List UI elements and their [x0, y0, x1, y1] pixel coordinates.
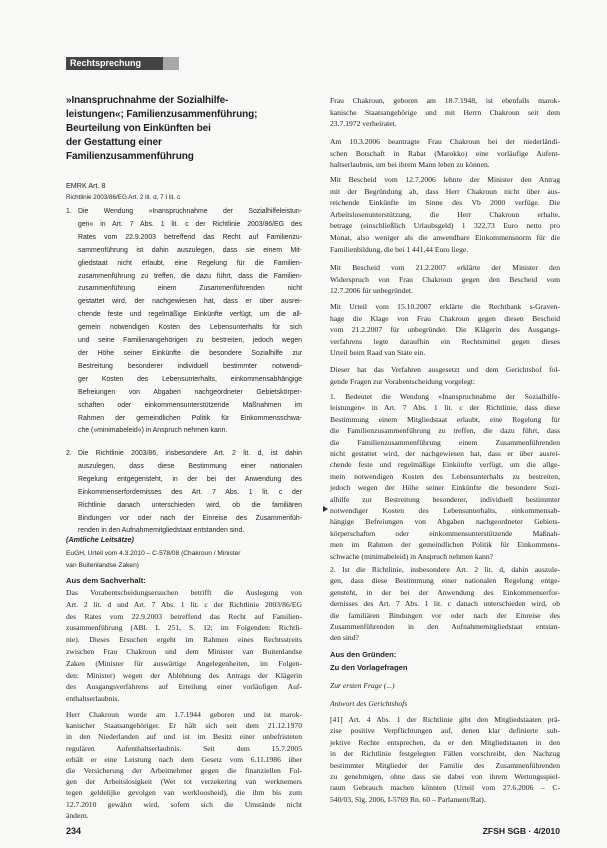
- paragraph-line: zwischen Frau Chakroun und dem Minister van Buitenlandse: [66, 646, 302, 656]
- paragraph-line: zise positive Verpflichtungen auf, denen klar definierte sub-: [330, 726, 560, 736]
- facts-heading: Aus dem Sachverhalt:: [66, 576, 146, 585]
- paragraph-line: kanische Staatsangehörige und mit Herrn Chakroun seit dem: [330, 107, 560, 117]
- holding-line: che (»minimabeleid«) in Anspruch nehmen kann.: [78, 427, 228, 435]
- paragraph-line: ändern.: [66, 810, 89, 820]
- question-line: notwendiger Kosten des Lebensunterhalts, einkommensab-: [330, 506, 560, 516]
- paragraph-line: tegen geldelijke gevolgen van werkloosheid), die ihm bis zum: [66, 788, 302, 798]
- facts-paragraph: [330, 364, 560, 387]
- holding-line: Rates vom 22.9.2003 betreffend das Recht auf Familienzu-: [78, 233, 302, 241]
- holding-line: gliedstaat nicht erlaubt, eine Regelung für die Familien-: [78, 259, 302, 267]
- holding-line: zusammenführung einem Zusammenführenden nicht: [78, 285, 302, 293]
- paragraph-line: Familienbildung, die bei 1 441,44 Euro liege.: [330, 244, 469, 254]
- question-line: men im Rahmen der gemeindlichen Politik für Einkommens-: [330, 540, 560, 550]
- holding-line: schaften oder einkommensunterstützende Maßnahmen im: [78, 401, 302, 409]
- holding-line: gen« in Art. 7 Abs. 1 lit. c der Richtlinie 2003/86/EG des: [78, 220, 302, 228]
- paragraph-line: Art. 2 lit. d und Art. 7 Abs. 1 lit. c der Richtlinie 2003/86/EG: [66, 599, 302, 609]
- paragraph-line: kanischer Staatsangehöriger. Er hält sich seit dem 21.12.1970: [66, 721, 302, 731]
- paragraph-line: des Rates vom 22.9.2003 betreffend das Recht auf Familien-: [66, 611, 302, 621]
- paragraph-line: 23.7.1972 verheiratet.: [330, 119, 397, 129]
- holding-line: gemein notwendigen Kosten des Lebensunterhalts für sich: [78, 324, 302, 332]
- case-citation: [66, 548, 302, 571]
- question-line: alhilfe zur Bestreitung besonderer, individuell bestimmter: [330, 494, 560, 504]
- paragraph-line: nie). Dieses Ersuchen ergeht im Rahmen eines Rechtsstreits: [66, 635, 302, 645]
- paragraph-line: mit der Begründung ab, dass Herr Chakroun nicht über aus-: [330, 186, 560, 196]
- reasons-subheading: Zu den Vorlagefragen: [330, 663, 408, 672]
- paragraph-line: in den Niederlanden auf und ist im Besitz einer unbefristeten: [66, 732, 302, 742]
- holding-line: und seine Familienangehörigen zu bestreiten, jedoch wegen: [78, 337, 302, 345]
- question-line: Zusammenführenden in den Aufnahmemitgliedstaat entstan-: [330, 622, 560, 632]
- facts-paragraph: [330, 136, 560, 171]
- facts-paragraph: [66, 709, 302, 821]
- paragraph-line: schen Botschaft in Rabat (Marokko) eine vorläufige Aufent-: [330, 148, 560, 158]
- page-number: 234: [66, 826, 82, 836]
- paragraph-line: betrage (einschließlich Urlaubsgeld) 1 322,73 Euro netto pro: [330, 221, 560, 231]
- section-label: Rechtsprechung: [66, 57, 163, 70]
- paragraph-line: haltserlaubnis, um bei ihrem Mann leben zu können.: [330, 160, 490, 170]
- paragraph-line: zu genehmigen, ohne dass sie dabei von ihrem Wertungsspiel-: [330, 772, 560, 782]
- facts-paragraph: [330, 262, 560, 297]
- paragraph-line: 540/03, Slg. 2006, I-5769 Rn. 60 – Parlament/Rat).: [330, 794, 486, 804]
- holding-line: der Höhe seiner Einkünfte die besondere Sozialhilfe zur: [78, 349, 302, 357]
- question-line: 1. Bedeutet die Wendung »Inanspruchnahme der Sozialhilfe-: [330, 392, 560, 401]
- holding-line: chende feste und regelmäßige Einkünfte verfügt, um die all-: [78, 311, 302, 319]
- margin-marker-icon: [323, 506, 328, 512]
- holding-line: Richtlinie danach unterschieden wird, ob die familiären: [78, 501, 302, 509]
- holding-number: 1.: [66, 208, 72, 215]
- title-line: der Gestattung einer: [66, 137, 162, 148]
- holding-2: [66, 448, 302, 538]
- holdings-note: (Amtliche Leitsätze): [66, 535, 134, 544]
- paragraph-line: Urteil beim Raad van State ein.: [330, 348, 426, 358]
- holding-line: Bindungen vor oder nach der Einreise des Zusammenfüh-: [78, 514, 302, 522]
- paragraph-line: gen der Arbeitslosigkeit (Wet tot verzekering van werknemers: [66, 777, 302, 787]
- paragraph-line: Mit Urteil vom 15.10.2007 erklärte die Rechtbank s-Graven-: [330, 302, 560, 311]
- norm-reference-emrk: EMRK Art. 8: [66, 181, 106, 190]
- paragraph-line: zusammenführung (ABl. L 251, S. 12; im Folgenden: Richtli-: [66, 623, 302, 633]
- facts-paragraph: [66, 587, 302, 705]
- norm-reference-directive: Richtlinie 2003/86/EG Art. 2 lit. d, 7 I lit. c: [66, 194, 181, 201]
- reasons-heading: Aus den Gründen:: [330, 650, 397, 659]
- question-line: die Familienzusammenführung einem Zusammenführenden: [330, 437, 560, 447]
- facts-paragraph: [330, 174, 560, 255]
- paragraph-line: raum Gebrauch machen könnten (Urteil vom 27.6.2006 – C-: [330, 783, 560, 793]
- question-line: chende feste und regelmäßige Einkünfte verfügt, um die allge-: [330, 460, 560, 470]
- title-line: leistungen«; Familienzusammenführung;: [66, 109, 258, 120]
- question-line: den sind?: [330, 633, 359, 643]
- holding-line: Bestreitung besonderer individuell bestimmter notwendi-: [78, 362, 302, 370]
- holding-line: gestattet wird, der nachgewiesen hat, dass er über ausrei-: [78, 298, 302, 306]
- section-label-tab: [163, 57, 179, 70]
- paragraph-line: den: Minister) wegen der Ablehnung des Antrags der Klägerin: [66, 670, 302, 680]
- paragraph-line: vom 21.2.2007 für unbegründet. Die Klägerin des Ausgangs-: [330, 325, 560, 335]
- decision-title: [66, 94, 302, 164]
- holding-line: zusammenführung zu treffen, die dazu führt, dass die Familien-: [78, 272, 302, 280]
- question-line: körperschaften oder einkommensunterstützende Maßnah-: [330, 528, 560, 538]
- holding-line: Rahmen der gemeindlichen Politik für Einkommensschwa-: [78, 414, 302, 422]
- paragraph-line: jektive Rechte entsprechen, da er den Mitgliedstaaten in den: [330, 737, 560, 747]
- question-line: jedoch wegen der Höhe seiner Einkünfte die besondere Sozi-: [330, 483, 560, 493]
- holding-1: [66, 206, 302, 438]
- facts-paragraph: [330, 301, 560, 359]
- section-label-bar: [66, 57, 179, 70]
- paragraph-line: Herr Chakroun wurde am 1.7.1944 geboren und ist marok-: [66, 710, 302, 719]
- citation-line: EuGH, Urteil vom 4.3.2010 – C-578/08 (Chakroun / Minister: [66, 550, 241, 557]
- title-line: »Inanspruchnahme der Sozialhilfe-: [66, 95, 229, 106]
- question-line: hängige Befreiungen von Abgaben nachgeordneter Gebiets-: [330, 517, 560, 527]
- paragraph-line: regulären Aufenthaltserlaubnis. Seit dem 15.7.2005: [66, 743, 302, 753]
- holding-line: Die Richtlinie 2003/86, insbesondere Art. 2 lit. d, ist dahin: [78, 450, 302, 457]
- reasons-paragraph: [330, 714, 560, 805]
- paragraph-line: erhält er eine Leistung nach dem Gesetz vom 6.11.1986 über: [66, 754, 302, 764]
- referred-question-1: [330, 391, 560, 562]
- holding-text: [78, 448, 302, 538]
- referred-question-2: [330, 564, 560, 644]
- question-line: die familiären Bindungen vor oder nach der Einreise des: [330, 610, 560, 620]
- paragraph-line: Das Vorabentscheidungsersuchen betrifft die Auslegung von: [66, 588, 302, 597]
- citation-line: van Buitenlandse Zaken): [66, 561, 139, 569]
- holding-line: Befreiungen von Abgaben nachgeordneter Gebietskörper-: [78, 388, 302, 396]
- holding-line: Die Wendung »Inanspruchnahme der Sozialhilfeleistun-: [78, 208, 302, 215]
- holding-line: auszulegen, dass diese Bestimmung einer nationalen: [78, 462, 302, 470]
- question-line: 2. Ist die Richtlinie, insbesondere Art. 2 lit. d, dahin auszule-: [330, 565, 560, 574]
- paragraph-line: verfahrens legte daraufhin ein Rechtsmittel gegen dieses: [330, 336, 560, 346]
- paragraph-line: gende Fragen zur Vorabentscheidung vorgelegt:: [330, 376, 476, 386]
- holding-line: Regelung entgegensteht, in der bei der Anwendung des: [78, 475, 302, 483]
- paragraph-line: Am 10.3.2006 beantragte Frau Chakroun bei der niederländi-: [330, 137, 560, 146]
- paragraph-line: enthaltserlaubnis.: [66, 694, 120, 704]
- holding-line: renden in den Aufnahmemitgliedstaat entstanden sind.: [78, 527, 245, 535]
- question-line: mein notwendigen Kosten des Lebensunterhalts zu bestreiten,: [330, 471, 560, 481]
- title-line: Familienzusammenführung: [66, 151, 194, 162]
- paragraph-line: die Versicherung der Arbeitnehmer gegen die finanziellen Fol-: [66, 766, 302, 776]
- paragraph-line: Widerspruch von Frau Chakroun gegen den Bescheid vom: [330, 274, 560, 284]
- paragraph-line: Mit Bescheid vom 12.7.2006 lehnte der Minister den Antrag: [330, 175, 560, 184]
- question-line: nicht gestattet wird, der nachgewiesen hat, dass er über ausrei-: [330, 449, 560, 459]
- paragraph-line: Zaken (Minister für auswärtige Angelegenheiten, im Folgen-: [66, 658, 302, 668]
- question-line: die Familienzusammenführung zu treffen, die dazu führt, dass: [330, 426, 560, 436]
- paragraph-line: 12.7.2006 für unbegründet.: [330, 286, 413, 296]
- court-answer-label: Antwort des Gerichtshofs: [330, 699, 408, 708]
- paragraph-line: bestimmter Mitglieder der Familie des Zusammenführenden: [330, 760, 560, 770]
- question-line: schwache (minimabeleid) in Anspruch nehmen kann?: [330, 551, 494, 561]
- title-line: Beurteilung von Einkünften bei: [66, 123, 211, 134]
- holding-line: Einkommenserfordernisses des Art. 7 Abs. 1 lit. c der: [78, 488, 302, 496]
- holding-text: [78, 206, 302, 438]
- first-question-label: Zur ersten Frage (...): [330, 681, 395, 690]
- holding-line: ger Kosten des Lebensunterhalts, einkommensabhängige: [78, 375, 302, 383]
- paragraph-line: Arbeitslosenunterstützung, die Herr Chakroun erhalte,: [330, 209, 560, 219]
- paragraph-line: des Ausgangsverfahrens auf Erteilung einer vorläufigen Auf-: [66, 682, 302, 692]
- holding-number: 2.: [66, 450, 72, 457]
- paragraph-line: in der Richtlinie festgelegten Fällen vorschreibt, den Nachzug: [330, 749, 560, 759]
- paragraph-line: hage die Klage von Frau Chakroun gegen diesen Bescheid: [330, 313, 560, 323]
- paragraph-line: Mit Bescheid vom 21.2.2007 erklärte der Minister den: [330, 263, 560, 272]
- question-line: Bestimmung einem Mitgliedstaat erlaubt, eine Regelung für: [330, 414, 560, 424]
- question-line: gensteht, in der bei der Anwendung des Einkommenserfor-: [330, 587, 560, 597]
- paragraph-line: reichende Einkünfte im Sinne des Vb 2000 verfüge. Die: [330, 198, 560, 208]
- facts-paragraph: [330, 95, 560, 130]
- paragraph-line: 12.7.2010 gewährt wird, sofern sich die Umstände nicht: [66, 799, 302, 809]
- holding-line: sammenführung ist dahin auszulegen, dass sie einem Mit-: [78, 246, 302, 254]
- paragraph-line: Frau Chakroun, geboren am 18.7.1948, ist ebenfalls marok-: [330, 96, 560, 105]
- question-line: gen, dass diese Bestimmung einer nationalen Regelung entge-: [330, 576, 560, 586]
- journal-issue: ZFSH SGB · 4/2010: [482, 826, 560, 836]
- question-line: leistungen« in Art. 7 Abs. 1 lit. c der Richtlinie, dass diese: [330, 403, 560, 413]
- paragraph-line: Monat, also weniger als die anwendbare Einkommensnorm für die: [330, 232, 560, 242]
- paragraph-line: [41] Art. 4 Abs. 1 der Richtlinie gibt den Mitgliedstaaten prä-: [330, 715, 560, 724]
- paragraph-line: Dieser hat das Verfahren ausgesetzt und dem Gerichtshof fol-: [330, 365, 560, 374]
- question-line: dernisses des Art. 7 Abs. 1 lit. c danach unterschieden wird, ob: [330, 599, 560, 609]
